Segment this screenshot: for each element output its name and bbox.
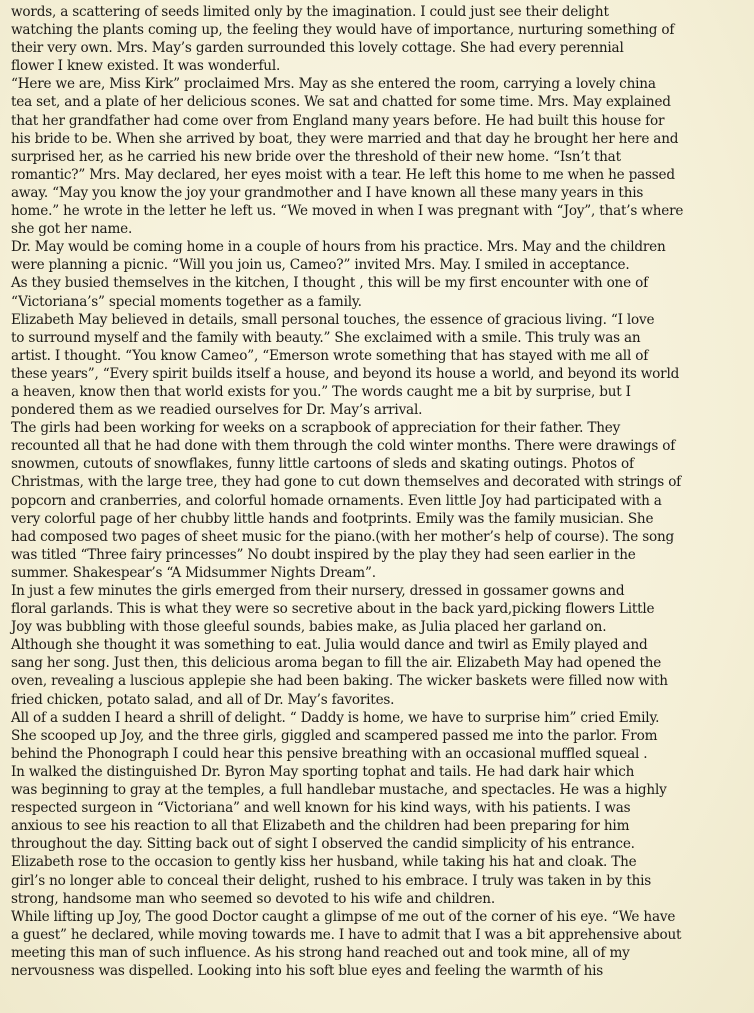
text-line: was beginning to gray at the temples, a full handlebar mustache, and spectacles. He was a highly bbox=[11, 782, 667, 799]
text-line: words, a scattering of seeds limited only by the imagination. I could just see their delight bbox=[11, 4, 609, 20]
text-line: anxious to see his reaction to all that Elizabeth and the children had been preparing for him bbox=[11, 818, 630, 835]
text-line: popcorn and cranberries, and colorful homade ornaments. Even little Joy had participated with a bbox=[11, 492, 662, 509]
text-line: was titled “Three fairy princesses” No doubt inspired by the play they had seen earlier in the bbox=[11, 546, 636, 563]
text-line: As they busied themselves in the kitchen, I thought , this will be my first encounter with one of bbox=[11, 275, 648, 292]
text-line: Although she thought it was something to eat. Julia would dance and twirl as Emily played and bbox=[11, 637, 648, 654]
text-line: “Victoriana’s” special moments together as a family. bbox=[11, 293, 362, 310]
text-line: Dr. May would be coming home in a couple of hours from his practice. Mrs. May and the children bbox=[11, 239, 666, 256]
document-text bbox=[11, 3, 751, 998]
text-line: tea set, and a plate of her delicious scones. We sat and chatted for some time. Mrs. May explained bbox=[11, 94, 671, 111]
text-line: Joy was bubbling with those gleeful sounds, babies make, as Julia placed her garland on. bbox=[11, 619, 607, 636]
text-line: were planning a picnic. “Will you join us, Cameo?” invited Mrs. May. I smiled in acceptance. bbox=[11, 257, 630, 274]
text-line: a heaven, know then that world exists for you.” The words caught me a bit by surprise, but I bbox=[11, 383, 631, 400]
text-line: snowmen, cutouts of snowflakes, funny little cartoons of sleds and skating outings. Photos of bbox=[11, 456, 634, 473]
text-line: oven, revealing a luscious applepie she had been baking. The wicker baskets were filled now with bbox=[11, 673, 668, 690]
text-line: meeting this man of such influence. As his strong hand reached out and took mine, all of my bbox=[11, 944, 630, 961]
text-line: behind the Phonograph I could hear this pensive breathing with an occasional muffled squeal . bbox=[11, 745, 648, 762]
text-line: “Here we are, Miss Kirk” proclaimed Mrs. May as she entered the room, carrying a lovely china bbox=[11, 76, 656, 93]
text-line: throughout the day. Sitting back out of sight I observed the candid simplicity of his entrance. bbox=[11, 836, 635, 853]
text-line: to surround myself and the family with beauty.” She exclaimed with a smile. This truly was an bbox=[11, 329, 641, 346]
text-line: respected surgeon in “Victoriana” and well known for his kind ways, with his patients. I was bbox=[11, 800, 631, 817]
text-line: flower I knew existed. It was wonderful. bbox=[11, 58, 281, 75]
text-line: artist. I thought. “You know Cameo”, “Emerson wrote something that has stayed with me all of bbox=[11, 347, 649, 364]
text-line: watching the plants coming up, the feeling they would have of importance, nurturing something of bbox=[11, 22, 675, 39]
text-line: their very own. Mrs. May’s garden surrounded this lovely cottage. She had every perennial bbox=[11, 40, 624, 57]
text-line: nervousness was dispelled. Looking into his soft blue eyes and feeling the warmth of his bbox=[11, 962, 604, 979]
text-line: pondered them as we readied ourselves for Dr. May’s arrival. bbox=[11, 402, 423, 419]
text-line: The girls had been working for weeks on a scrapbook of appreciation for their father. They bbox=[11, 420, 621, 437]
text-line: strong, handsome man who seemed so devoted to his wife and children. bbox=[11, 890, 495, 907]
text-line: recounted all that he had done with them through the cold winter months. There were drawings of bbox=[11, 438, 676, 455]
text-line bbox=[11, 980, 751, 998]
text-line: Christmas, with the large tree, they had gone to cut down themselves and decorated with strings of bbox=[11, 474, 682, 491]
text-line: surprised her, as he carried his new bride over the threshold of their new home. “Isn’t that bbox=[11, 148, 621, 165]
text-line: very colorful page of her chubby little hands and footprints. Emily was the family musician. She bbox=[11, 510, 654, 527]
text-line: that her grandfather had come over from England many years before. He had built this house for bbox=[11, 112, 665, 129]
text-line: Elizabeth May believed in details, small personal touches, the essence of gracious living. “I love bbox=[11, 311, 655, 328]
text-line: Elizabeth rose to the occasion to gently kiss her husband, while taking his hat and cloak. The bbox=[11, 854, 637, 871]
text-line: she got her name. bbox=[11, 221, 133, 238]
text-line: romantic?” Mrs. May declared, her eyes moist with a tear. He left this home to me when he passed bbox=[11, 166, 675, 183]
text-line: these years”, “Every spirit builds itself a house, and beyond its house a world, and beyond its world bbox=[11, 365, 680, 382]
text-line: While lifting up Joy, The good Doctor caught a glimpse of me out of the corner of his eye. “We have bbox=[11, 908, 676, 925]
text-line: girl’s no longer able to conceal their delight, rushed to his embrace. I truly was taken in by this bbox=[11, 872, 652, 889]
text-line: She scooped up Joy, and the three girls, giggled and scampered passed me into the parlor. From bbox=[11, 727, 658, 744]
text-line: In walked the distinguished Dr. Byron May sporting tophat and tails. He had dark hair which bbox=[11, 763, 635, 780]
text-line: In just a few minutes the girls emerged from their nursery, dressed in gossamer gowns and bbox=[11, 583, 625, 599]
text-line: fried chicken, potato salad, and all of Dr. May’s favorites. bbox=[11, 691, 395, 708]
text-line: away. “May you know the joy your grandmother and I have known all these many years in this bbox=[11, 184, 644, 201]
text-line: had composed two pages of sheet music for the piano.(with her mother’s help of course). The song bbox=[11, 528, 675, 545]
text-line: home.” he wrote in the letter he left us. “We moved in when I was pregnant with “Joy”, that’s where bbox=[11, 203, 684, 220]
text-line: summer. Shakespear’s “A Midsummer Nights Dream”. bbox=[11, 564, 376, 581]
text-line: sang her song. Just then, this delicious aroma began to fill the air. Elizabeth May had opened the bbox=[11, 655, 662, 672]
text-line: his bride to be. When she arrived by boat, they were married and that day he brought her here and bbox=[11, 130, 679, 147]
text-line: a guest” he declared, while moving towards me. I have to admit that I was a bit apprehensive about bbox=[11, 926, 682, 943]
text-line: All of a sudden I heard a shrill of delight. “ Daddy is home, we have to surprise him” cried Emily. bbox=[11, 709, 660, 726]
text-line: floral garlands. This is what they were so secretive about in the back yard,picking flowers Little bbox=[11, 601, 655, 618]
